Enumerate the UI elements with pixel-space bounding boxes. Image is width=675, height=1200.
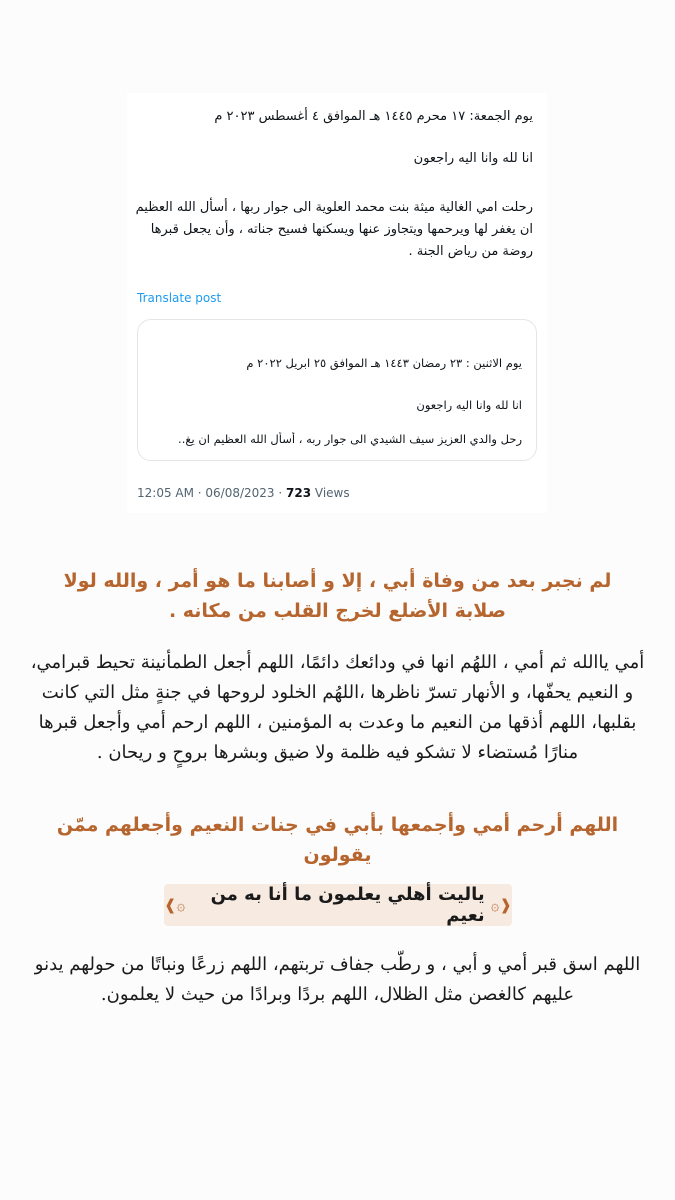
post-meta (137, 486, 350, 500)
post-inna-line: انا لله وانا اليه راجعون (413, 151, 533, 166)
quote-banner (164, 884, 512, 926)
post-views-count[interactable]: 723 (286, 486, 312, 500)
quoted-post-date-line: يوم الاثنين : ٢٣ رمضان ١٤٤٣ هـ الموافق ٢٥ ابريل ٢٠٢٢ م (246, 356, 522, 370)
ornament-right-icon: ❰۞ (490, 896, 512, 914)
story-body-2: اللهم اسق قبر أمي و أبي ، و رطّب جفاف تربتهم، اللهم زرعًا ونباتًا من حولهم يدنو عليهم كالغصن مثل الظلال، اللهم بردًا وبرادًا من حيث لا يعلمون. (34, 954, 641, 1005)
story-body-1: أمي ياالله ثم أمي ، اللهُم انها في ودائعك دائمًا، اللهم أجعل الطمأنينة تحيط قبرامي، و النعيم يحفّها، و الأنهار تسرّ ناظرها ،اللهُم الخلود لروحها في جنةٍ مثل التي كانت بقلبها، اللهم أذقها من النعيم ما وعدت به المؤمنين ، اللهم ارحم أمي وأجعل قبرها منارًا مُستضاء لا تشكو فيه ظلمة ولا ضيق وبشرها بروحٍ و ريحان . (30, 652, 645, 763)
quoted-post-excerpt: رحل والدي العزيز سيف الشيدي الى جوار ربه ، أسأل الله العظيم ان يغ.. (178, 432, 522, 446)
post-paragraph: رحلت امي الغالية ميثة بنت محمد العلوية الى جوار ربها ، أسأل الله العظيم ان يغفر لها ويرحمها ويتجاوز عنها ويسكنها فسيح جناته ، وأن يجعل قبرها روضة من رياض الجنة . (135, 200, 533, 259)
ornament-left-icon: ۞❱ (164, 896, 186, 914)
post-views-label: Views (311, 486, 350, 500)
post-timestamp: 12:05 AM · 06/08/2023 · (137, 486, 287, 500)
quoted-post-card[interactable] (137, 319, 537, 461)
quoted-post-inna-line: انا لله وانا اليه راجعون (416, 398, 522, 412)
story-heading-1: لم نجبر بعد من وفاة أبي ، إلا و أصابنا ما هو أمر ، والله لولا صلابة الأضلع لخرج القلب من مكانه . (63, 570, 612, 622)
post-date-line: يوم الجمعة: ١٧ محرم ١٤٤٥ هـ الموافق ٤ أغسطس ٢٠٢٣ م (214, 109, 533, 124)
post-card[interactable] (127, 93, 547, 513)
translate-post-link[interactable]: Translate post (137, 291, 222, 305)
story-heading-2: اللهم أرحم أمي وأجمعها بأبي في جنات النعيم وأجعلهم ممّن يقولون (56, 814, 619, 866)
quote-banner-text: ياليت أهلي يعلمون ما أنا به من نعيم (210, 884, 485, 926)
